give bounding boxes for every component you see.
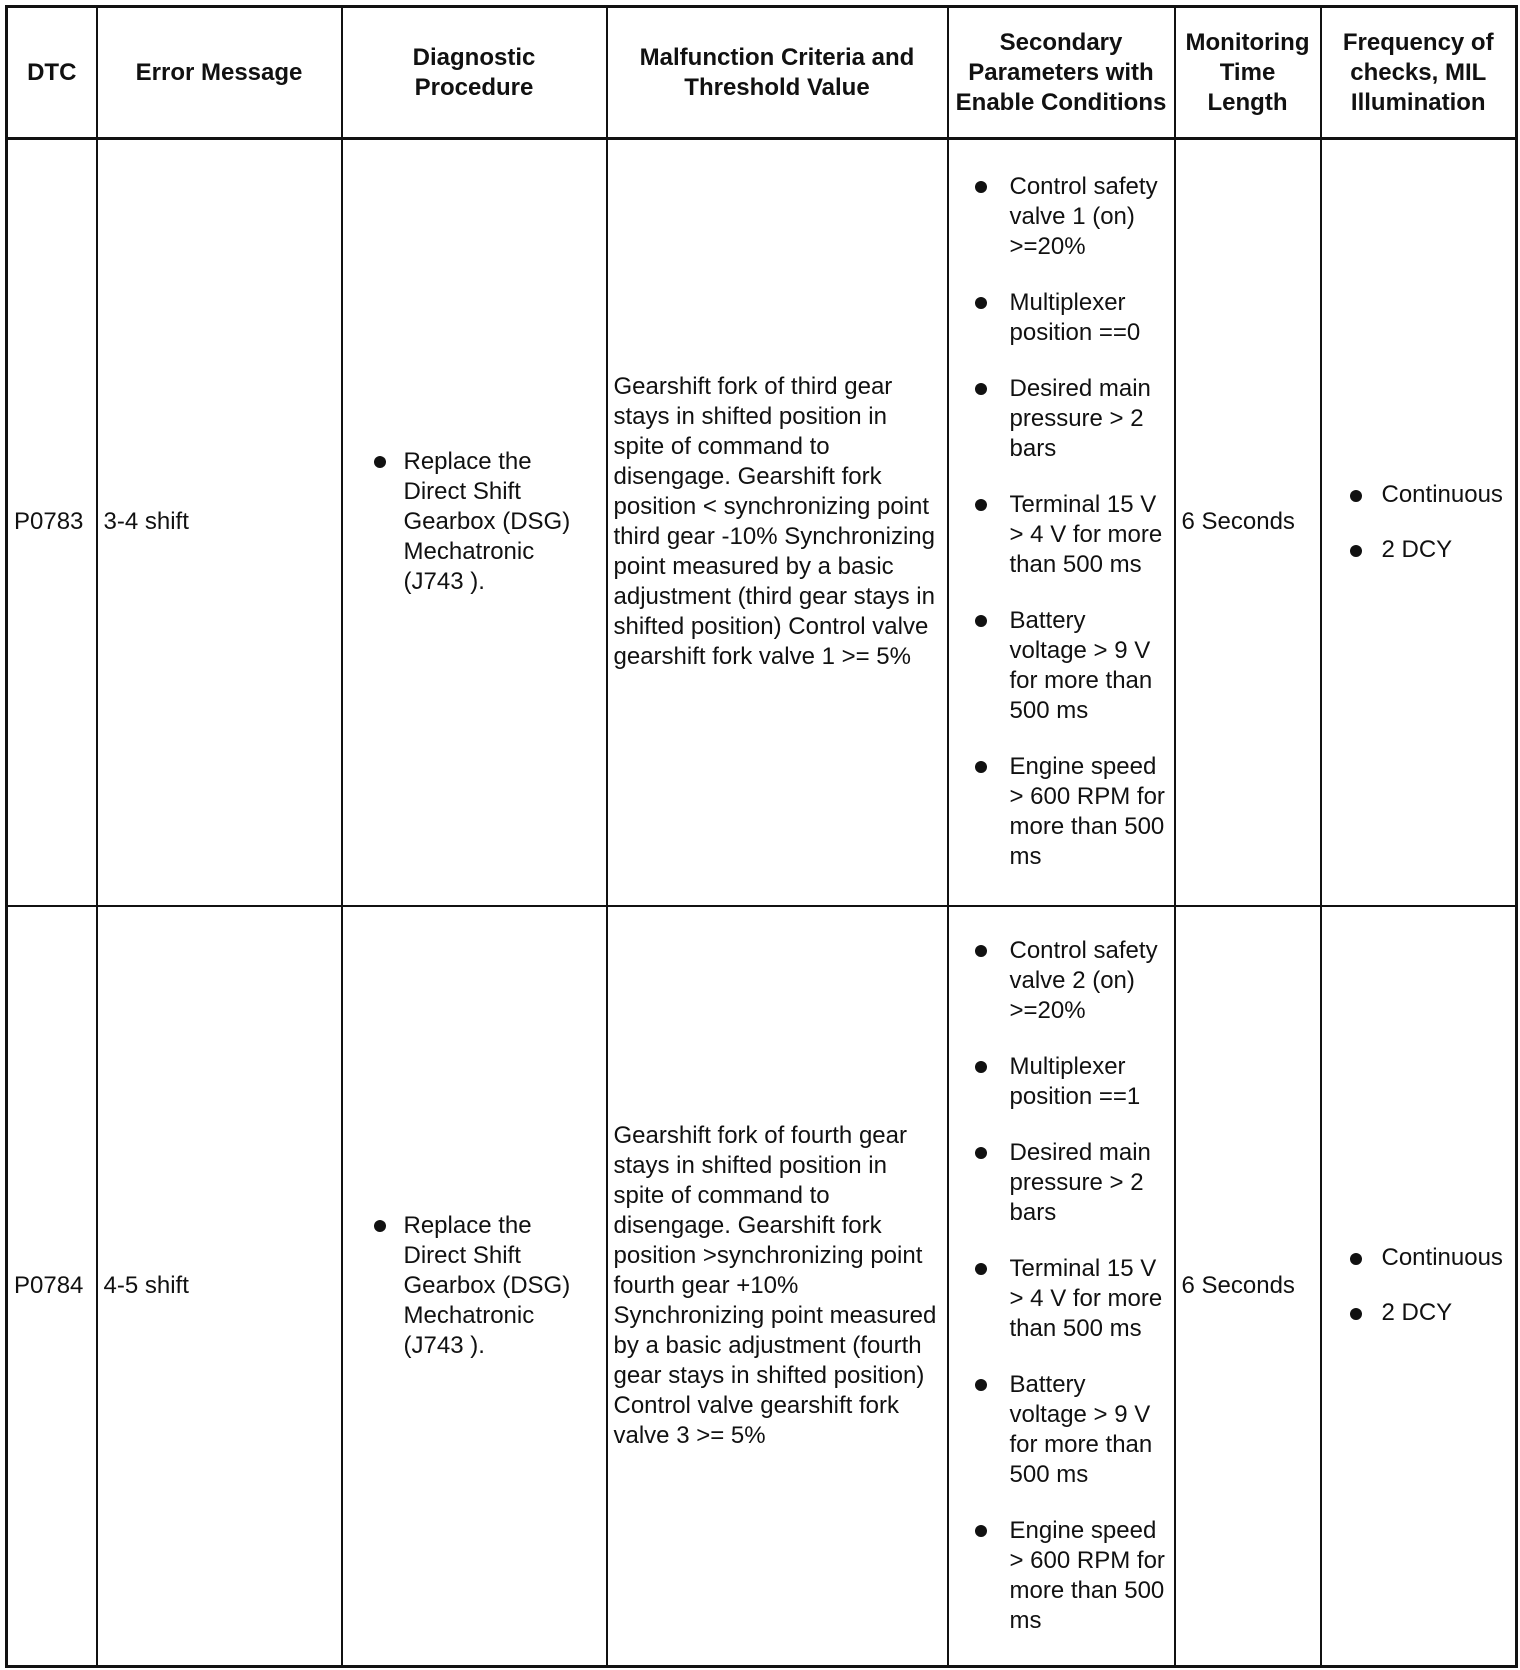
- parameter-text: Terminal 15 V > 4 V for more than 500 ms: [1009, 1254, 1163, 1342]
- frequency-item: [1328, 1298, 1510, 1328]
- frequency-item: [1328, 535, 1510, 565]
- bullet-icon: [975, 1379, 987, 1391]
- bullet-icon: [975, 1263, 987, 1275]
- parameter-item: [955, 752, 1168, 872]
- dtc-code: P0784: [7, 906, 97, 1667]
- frequency-item: [1328, 1243, 1510, 1273]
- bullet-icon: [975, 181, 987, 193]
- parameter-item: [955, 936, 1168, 1026]
- parameter-item: [955, 490, 1168, 580]
- header-monitoring-time: Monitoring Time Length: [1175, 7, 1321, 139]
- bullet-icon: [975, 1061, 987, 1073]
- header-secondary-parameters: Secondary Parameters with Enable Conditions: [948, 7, 1175, 139]
- diagnostic-procedure: [342, 906, 607, 1667]
- table-row: [7, 139, 1517, 906]
- parameter-text: Battery voltage > 9 V for more than 500 ms: [1009, 1370, 1153, 1488]
- parameter-text: Engine speed > 600 RPM for more than 500 ms: [1009, 1516, 1165, 1634]
- bullet-icon: [975, 945, 987, 957]
- frequency-text: Continuous: [1381, 1244, 1503, 1272]
- header-frequency: Frequency of checks, MIL Illumination: [1321, 7, 1517, 139]
- table-row: [7, 906, 1517, 1667]
- procedure-text: Replace the Direct Shift Gearbox (DSG) Mechatronic (J743 ).: [403, 448, 571, 596]
- bullet-icon: [975, 1147, 987, 1159]
- monitoring-time: 6 Seconds: [1175, 139, 1321, 906]
- parameter-text: Control safety valve 2 (on) >=20%: [1009, 936, 1158, 1024]
- parameter-text: Engine speed > 600 RPM for more than 500 ms: [1009, 753, 1165, 871]
- frequency: [1321, 139, 1517, 906]
- parameter-item: [955, 606, 1168, 726]
- dtc-table: [5, 5, 1518, 1668]
- bullet-icon: [1350, 1253, 1362, 1265]
- parameter-item: [955, 1138, 1168, 1228]
- bullet-icon: [374, 456, 386, 468]
- error-message: 3-4 shift: [97, 139, 342, 906]
- parameter-item: [955, 1052, 1168, 1112]
- parameter-item: [955, 374, 1168, 464]
- malfunction-criteria: Gearshift fork of third gear stays in shifted position in spite of command to disengage. Gearshift fork position < synchronizing point third gear -10% Synchronizing point measured by a basic adjustment (third gear stays in shifted position) Control valve gearshift fork valve 1 >= 5%: [607, 139, 948, 906]
- parameter-item: [955, 1254, 1168, 1344]
- error-message: 4-5 shift: [97, 906, 342, 1667]
- frequency-text: 2 DCY: [1381, 535, 1453, 563]
- parameter-text: Desired main pressure > 2 bars: [1009, 1138, 1151, 1226]
- secondary-parameters: [948, 139, 1175, 906]
- parameter-item: [955, 172, 1168, 262]
- frequency-text: 2 DCY: [1381, 1299, 1453, 1327]
- procedure-text: Replace the Direct Shift Gearbox (DSG) Mechatronic (J743 ).: [403, 1211, 571, 1359]
- bullet-icon: [975, 499, 987, 511]
- frequency: [1321, 906, 1517, 1667]
- frequency-text: Continuous: [1381, 480, 1503, 508]
- bullet-icon: [975, 383, 987, 395]
- monitoring-time: 6 Seconds: [1175, 906, 1321, 1667]
- bullet-icon: [1350, 1308, 1362, 1320]
- header-malfunction-criteria: Malfunction Criteria and Threshold Value: [607, 7, 948, 139]
- parameter-item: [955, 288, 1168, 348]
- procedure-item: [349, 1211, 600, 1361]
- diagnostic-procedure: [342, 139, 607, 906]
- dtc-code: P0783: [7, 139, 97, 906]
- parameter-item: [955, 1516, 1168, 1636]
- parameter-text: Multiplexer position ==0: [1009, 289, 1141, 347]
- header-row: [7, 7, 1517, 139]
- header-error-message: Error Message: [97, 7, 342, 139]
- parameter-text: Desired main pressure > 2 bars: [1009, 375, 1151, 463]
- header-dtc: DTC: [7, 7, 97, 139]
- parameter-text: Terminal 15 V > 4 V for more than 500 ms: [1009, 491, 1163, 579]
- header-diagnostic-procedure: Diagnostic Procedure: [342, 7, 607, 139]
- malfunction-criteria: Gearshift fork of fourth gear stays in shifted position in spite of command to disengage. Gearshift fork position >synchronizing point fourth gear +10% Synchronizing point measured by a basic adjustment (fourth gear stays in shifted position) Control valve gearshift fork valve 3 >= 5%: [607, 906, 948, 1667]
- parameter-text: Battery voltage > 9 V for more than 500 ms: [1009, 607, 1153, 725]
- bullet-icon: [975, 761, 987, 773]
- bullet-icon: [975, 1525, 987, 1537]
- bullet-icon: [1350, 545, 1362, 557]
- frequency-item: [1328, 480, 1510, 510]
- bullet-icon: [1350, 490, 1362, 502]
- parameter-text: Control safety valve 1 (on) >=20%: [1009, 173, 1158, 261]
- procedure-item: [349, 447, 600, 597]
- bullet-icon: [975, 615, 987, 627]
- bullet-icon: [975, 297, 987, 309]
- secondary-parameters: [948, 906, 1175, 1667]
- parameter-text: Multiplexer position ==1: [1009, 1052, 1141, 1110]
- parameter-item: [955, 1370, 1168, 1490]
- bullet-icon: [374, 1220, 386, 1232]
